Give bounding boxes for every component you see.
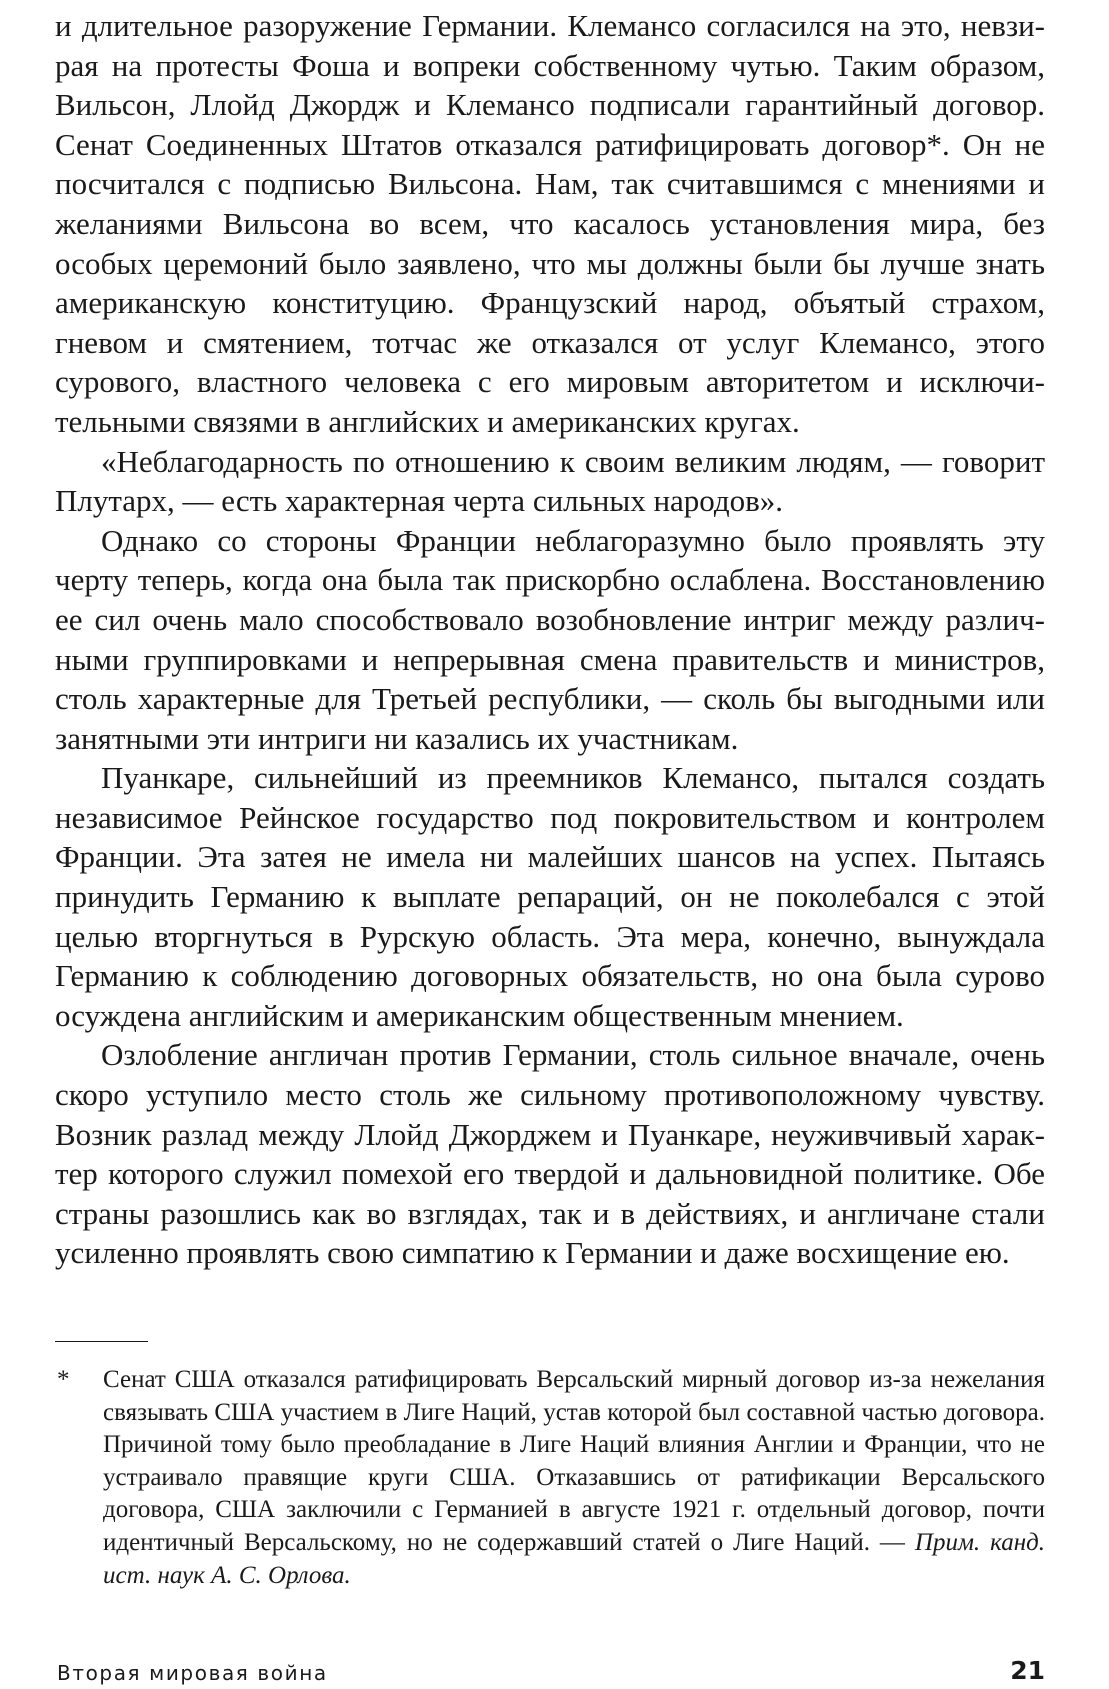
footnote-credit: Прим. канд. ист. наук А. С. Орлова. xyxy=(103,1528,1046,1589)
page-number: 21 xyxy=(1010,1656,1045,1685)
running-title: Вторая мировая война xyxy=(57,1661,328,1685)
footnote xyxy=(55,1364,1045,1592)
footnote-marker: * xyxy=(57,1366,70,1393)
footnote-divider xyxy=(55,1341,148,1342)
paragraph-4: Пуанкаре, сильнейший из преемников Клемансо, пытался создать независимое Рейнское государство под покровительством и контролем Франции. Эта затея не имела ни малейших шансов на успех. Пытаясь принудить Германию к выплате репараций, он не поколебался с этой целью вторгнуться в Рурскую область. Эта мера, конечно, вынуждала Германию к соблюдению договорных обязательств, но она была сурово осуждена английским и американским общественным мнением. xyxy=(55,760,1045,1033)
paragraph-2: «Неблагодарность по отношению к своим великим людям, — говорит Плутарх, — есть характерная черта сильных народов». xyxy=(55,443,1045,519)
body-text xyxy=(55,6,1045,1273)
footnote-text: Сенат США отказался ратифицировать Версальский мирный договор из-за нежелания связывать США участием в Лиге Наций, устав которой был составной частью договора. Причиной тому было преобладание в Лиге Наций влияния Англии и Франции, что не устраивало правящие круги США. Отказавшись от ратификации Версальского договора, США заключили с Германией в августе 1921 г. отдельный договор, почти идентичный Версальскому, но не содержавший статей о Лиге Наций. — xyxy=(103,1366,1045,1556)
paragraph-3: Однако со стороны Франции неблагоразумно было проявлять эту черту теперь, когда она была так прискорбно ослаблена. Восстановлению ее сил очень мало способствовало возобновление интриг между различными группировками и непрерывная смена правительств и министров, столь характерные для Третьей республики, — сколь бы выгодными или занятными эти интриги ни казались их участникам. xyxy=(55,522,1045,756)
footnote-text-block xyxy=(103,1364,1045,1592)
paragraph-1: и длительное разоружение Германии. Клемансо согласился на это, невзирая на протесты Фоша и вопреки собственному чутью. Таким образом, Вильсон, Ллойд Джордж и Клемансо подписали гарантийный договор. Сенат Соединенных Штатов отказался ратифицировать договор*. Он не посчитался с подписью Вильсона. Нам, так считавшимся с мнениями и желаниями Вильсона во всем, что касалось установления мира, без особых церемоний было заявлено, что мы должны были бы лучше знать американскую конституцию. Французский народ, объятый страхом, гневом и смятением, тотчас же отказался от услуг Клемансо, этого сурового, властного человека с его мировым авторитетом и исключительными связями в английских и американских кругах. xyxy=(55,8,1045,439)
paragraph-5: Озлобление англичан против Германии, столь сильное вначале, очень скоро уступило место столь же сильному противоположному чувству. Возник разлад между Ллойд Джорджем и Пуанкаре, неуживчивый характер которого служил помехой его твердой и дальновидной политике. Обе страны разошлись как во взглядах, так и в действиях, и англичане стали усиленно проявлять свою симпатию к Германии и даже восхищение ею. xyxy=(55,1037,1045,1271)
